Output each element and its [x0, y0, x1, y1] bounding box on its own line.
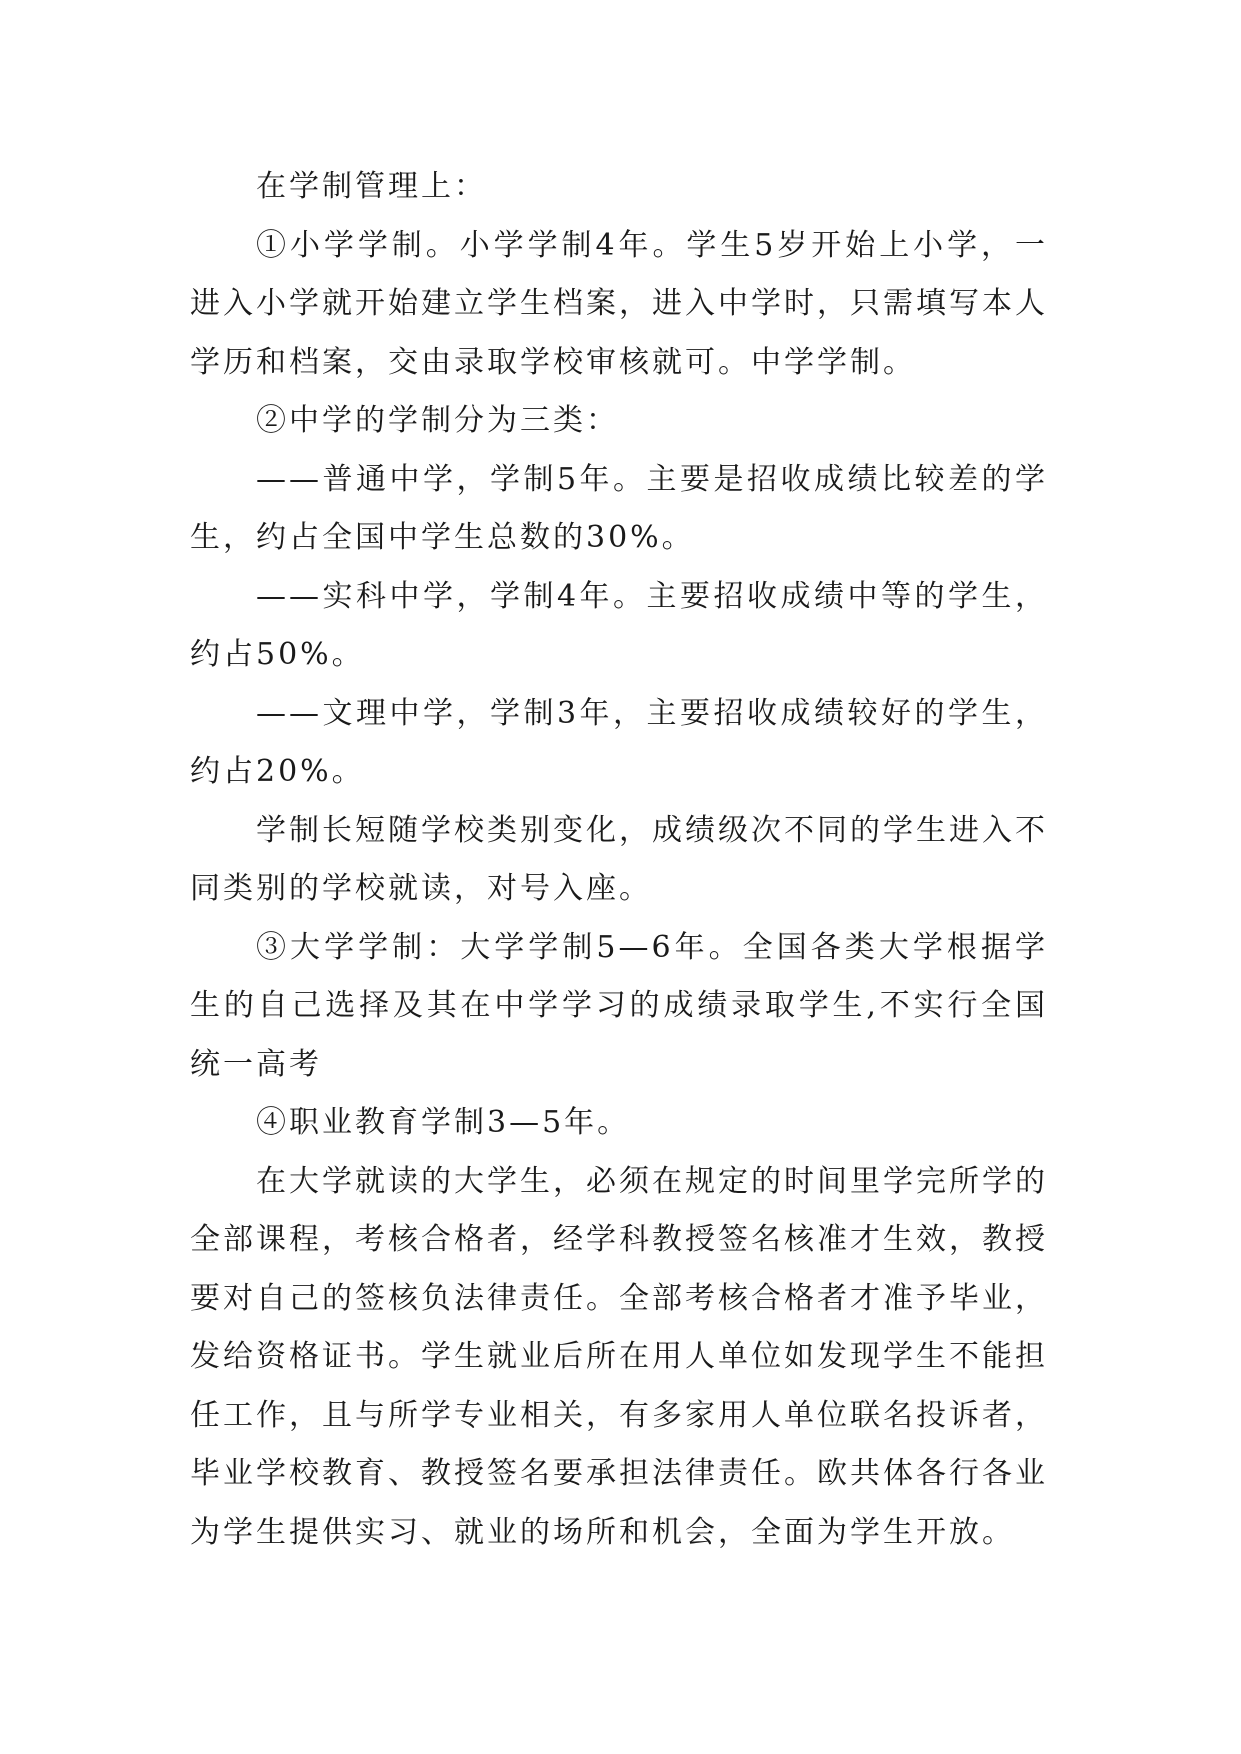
paragraph-vocational: ④职业教育学制3—5年。 [256, 1105, 631, 1140]
paragraph-realschule: ——实科中学，学制4年。主要招收成绩中等的学生，约占50%。 [190, 578, 1048, 672]
document-body [190, 158, 1048, 1562]
paragraph-school-type-summary: 学制长短随学校类别变化，成绩级次不同的学生进入不同类别的学校就读，对号入座。 [190, 812, 1048, 906]
paragraph-primary-school: ①小学学制。小学学制4年。学生5岁开始上小学，一进入小学就开始建立学生档案，进入中学时，只需填写本人学历和档案，交由录取学校审核就可。中学学制。 [190, 227, 1048, 380]
paragraph-graduation: 在大学就读的大学生，必须在规定的时间里学完所学的全部课程，考核合格者，经学科教授签名核准才生效，教授要对自己的签核负法律责任。全部考核合格者才准予毕业，发给资格证书。学生就业后所在用人单位如发现学生不能担任工作，且与所学专业相关，有多家用人单位联名投诉者，毕业学校教育、教授签名要承担法律责任。欧共体各行各业为学生提供实习、就业的场所和机会，全面为学生开放。 [190, 1163, 1048, 1550]
paragraph-university: ③大学学制：大学学制5—6年。全国各类大学根据学生的自己选择及其在中学学习的成绩录取学生,不实行全国统一高考 [190, 929, 1048, 1082]
paragraph-general-secondary: ——普通中学，学制5年。主要是招收成绩比较差的学生，约占全国中学生总数的30%。 [190, 461, 1048, 555]
paragraph-gymnasium: ——文理中学，学制3年，主要招收成绩较好的学生，约占20%。 [190, 695, 1048, 789]
paragraph-intro: 在学制管理上： [256, 169, 487, 204]
paragraph-secondary-school: ②中学的学制分为三类： [256, 403, 619, 438]
